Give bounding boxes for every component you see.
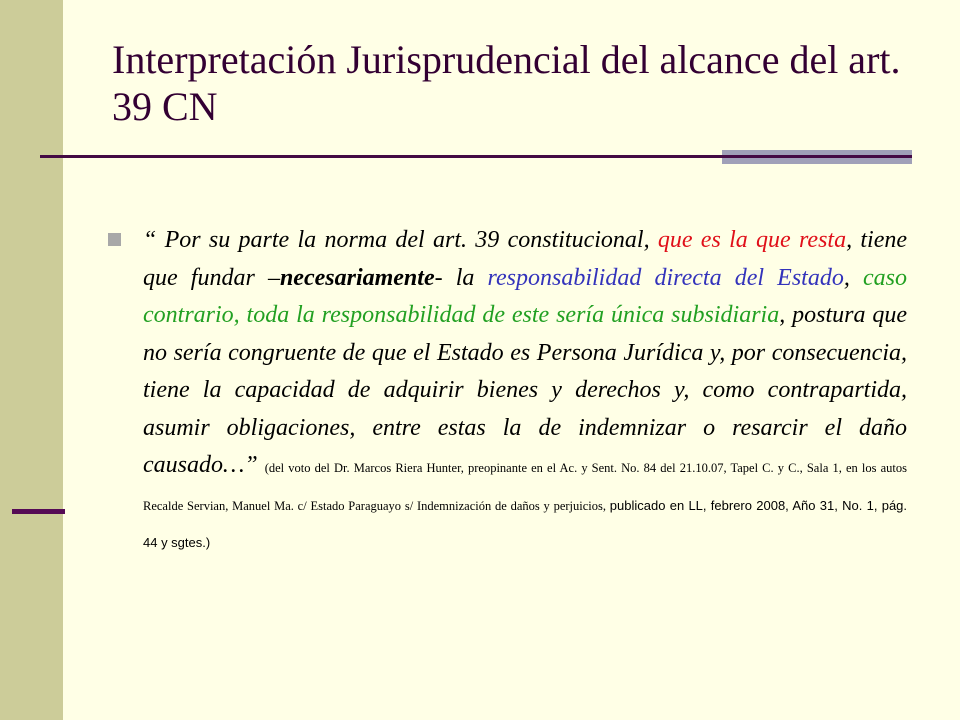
quote-part-red: que es la que resta xyxy=(657,227,847,253)
quote-part-7: , xyxy=(843,264,863,291)
quote-open: “ xyxy=(143,227,165,253)
slide-title: Interpretación Jurisprudencial del alcance del art. 39 CN xyxy=(112,37,901,129)
side-decor-band xyxy=(0,0,63,720)
quote-part-3: , tiene que fundar – xyxy=(143,227,908,291)
quote-paragraph xyxy=(143,222,907,560)
citation-serif: (del voto del Dr. Marcos Riera Hunter, preopinante en el Ac. y Sent. No. 84 del 21.10.07, Tapel C. y C., Sala 1, en los autos Recalde Servian, Manuel Ma. c/ Estado Paraguayo s/ Indemnización de daños y perjuicios, xyxy=(143,461,907,513)
quote-part-1: Por su parte la norma del art. 39 constitucional, xyxy=(164,227,658,253)
title-rule xyxy=(40,155,912,158)
bullet-square-icon xyxy=(108,233,121,246)
quote-part-5: - la xyxy=(434,264,488,291)
citation-sans: publicado en LL, febrero 2008, Año 31, No. 1, pág. 44 y sgtes.) xyxy=(143,497,908,550)
citation xyxy=(143,461,907,550)
quote-part-bold: necesariamente xyxy=(279,264,435,291)
quote-part-9: , postura que no sería congruente de que el Estado es Persona Jurídica y, por consecuencia, tiene la capacidad de adquirir bienes y derechos y, como contrapartida, asumir obligaciones, entre estas la de indemnizar o resarcir el daño causado…” xyxy=(143,302,907,478)
side-accent-bar xyxy=(12,509,65,514)
quote-part-blue: responsabilidad directa del Estado xyxy=(487,264,844,291)
quote-part-green: caso contrario, toda la responsabilidad de este sería única subsidiaria xyxy=(143,264,907,328)
